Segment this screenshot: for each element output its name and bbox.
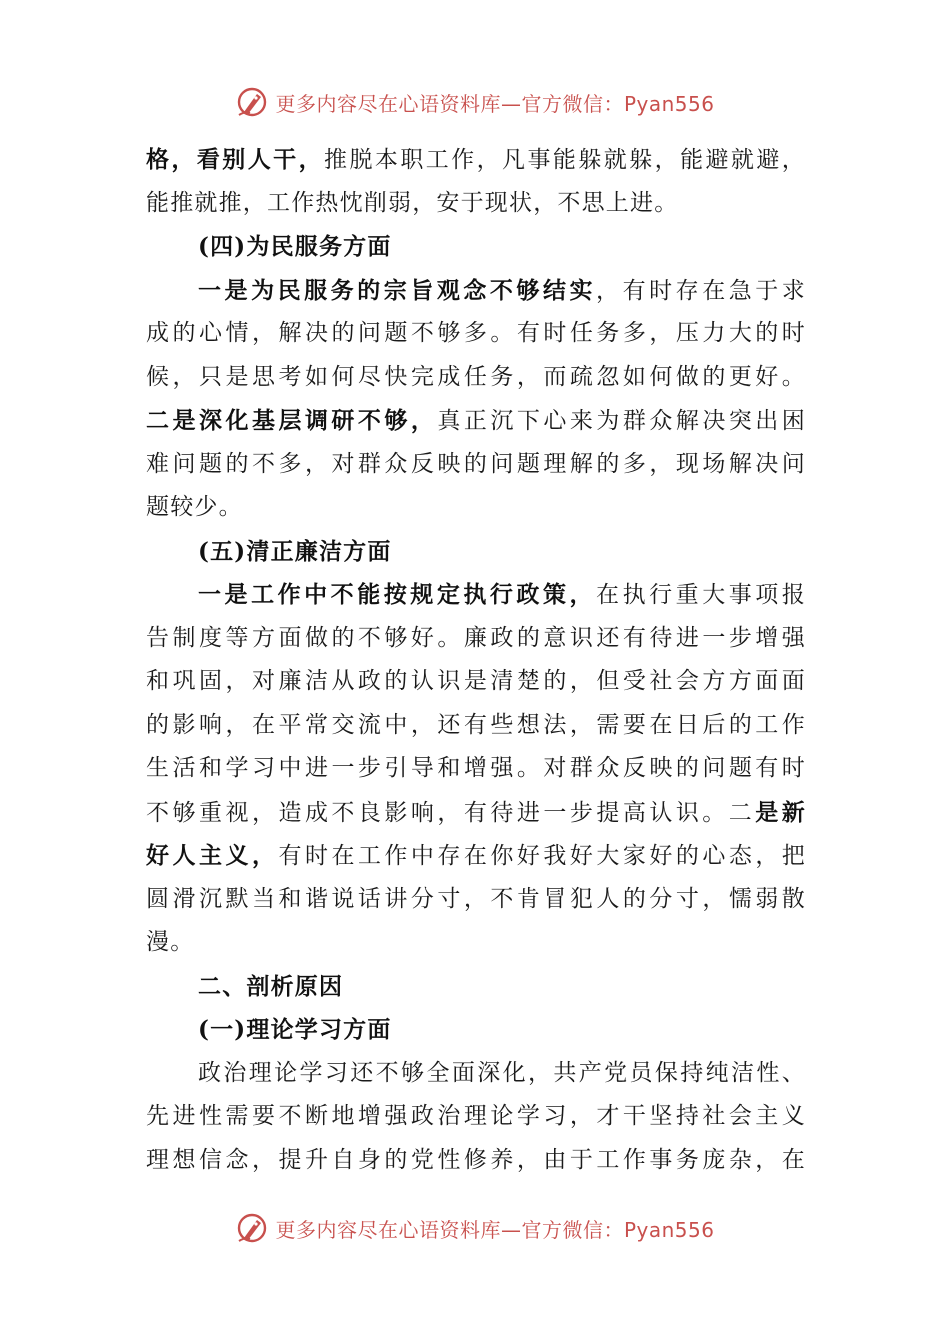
text-line	[146, 399, 806, 443]
text-line	[146, 791, 806, 835]
bold-text-segment: 好人主义，	[146, 842, 279, 869]
text-segment: 漫。	[146, 929, 195, 955]
text-segment: 不够重视，造成不良影响，有待进一步提高认识。二	[146, 799, 756, 826]
bold-text-segment: 一是工作中不能按规定执行政策，	[198, 581, 597, 608]
text-line	[146, 312, 806, 356]
text-segment: 政治理论学习还不够全面深化，共产党员保持纯洁性、	[198, 1059, 806, 1086]
text-line	[146, 965, 806, 1009]
text-segment: 成的心情，解决的问题不够多。有时任务多，压力大的时	[146, 320, 806, 346]
text-segment: 圆滑沉默当和谐说话讲分寸，不肯冒犯人的分寸，懦弱散	[146, 885, 806, 912]
text-line	[146, 1139, 806, 1183]
text-line	[146, 921, 806, 965]
text-line	[146, 269, 806, 313]
watermark-banner-bottom	[0, 1206, 950, 1250]
document-body	[146, 138, 806, 1182]
text-line	[146, 660, 806, 704]
text-segment: 真正沉下心来为群众解决突出困	[437, 408, 806, 434]
text-segment: 理想信念，提升自身的党性修养，由于工作事务庞杂，在	[146, 1146, 806, 1173]
watermark-text: 更多内容尽在心语资料库—官方微信：Pyan556	[275, 91, 715, 116]
text-segment: 的影响，在平常交流中，还有些想法，需要在日后的工作	[146, 711, 806, 738]
text-line	[146, 1095, 806, 1139]
text-segment: 难问题的不多，对群众反映的问题理解的多，现场解决问	[146, 450, 806, 477]
text-segment: 能推就推，工作热忱削弱，安于现状，不思上进。	[146, 189, 679, 216]
bold-text-segment: 格，看别人干，	[146, 146, 325, 173]
text-line	[146, 225, 806, 269]
text-line	[146, 443, 806, 487]
text-segment: 题较少。	[146, 494, 243, 520]
text-segment: 候，只是思考如何尽快完成任务，而疏忽如何做的更好。	[146, 363, 806, 390]
text-line	[146, 530, 806, 574]
text-line	[146, 834, 806, 878]
text-line	[146, 182, 806, 226]
bold-text-segment: (四)为民服务方面	[198, 233, 392, 260]
text-segment: ，有时存在急于求	[596, 277, 806, 304]
watermark-banner-top	[0, 80, 950, 124]
text-segment: 有时在工作中存在你好我好大家好的心态，把	[278, 843, 807, 869]
text-line	[146, 356, 806, 400]
pen-nib-circle-logo-icon	[235, 1211, 269, 1245]
text-segment: 生活和学习中进一步引导和增强。对群众反映的问题有时	[146, 755, 806, 781]
text-line	[146, 1052, 806, 1096]
text-line	[146, 1008, 806, 1052]
text-segment: 在执行重大事项报	[596, 582, 806, 608]
text-line	[146, 704, 806, 748]
bold-text-segment: (一)理论学习方面	[198, 1016, 392, 1043]
text-line	[146, 486, 806, 530]
bold-text-segment: 一是为民服务的宗旨观念不够结实	[198, 276, 597, 304]
text-line	[146, 878, 806, 922]
bold-text-segment: 二是深化基层调研不够，	[146, 407, 438, 434]
text-segment: 先进性需要不断地增强政治理论学习，才干坚持社会主义	[146, 1103, 806, 1129]
watermark-text: 更多内容尽在心语资料库—官方微信：Pyan556	[275, 1217, 715, 1242]
text-segment: 推脱本职工作，凡事能躲就躲，能避就避，	[324, 147, 806, 173]
bold-text-segment: 二、剖析原因	[198, 972, 344, 1000]
text-line	[146, 573, 806, 617]
bold-text-segment: 是新	[755, 798, 806, 826]
bold-text-segment: (五)清正廉洁方面	[198, 537, 392, 565]
text-line	[146, 138, 806, 182]
text-segment: 和巩固，对廉洁从政的认识是清楚的，但受社会方方面面	[146, 668, 806, 694]
text-segment: 告制度等方面做的不够好。廉政的意识还有待进一步增强	[146, 624, 806, 651]
pen-nib-circle-logo-icon	[235, 85, 269, 119]
text-line	[146, 617, 806, 661]
text-line	[146, 747, 806, 791]
